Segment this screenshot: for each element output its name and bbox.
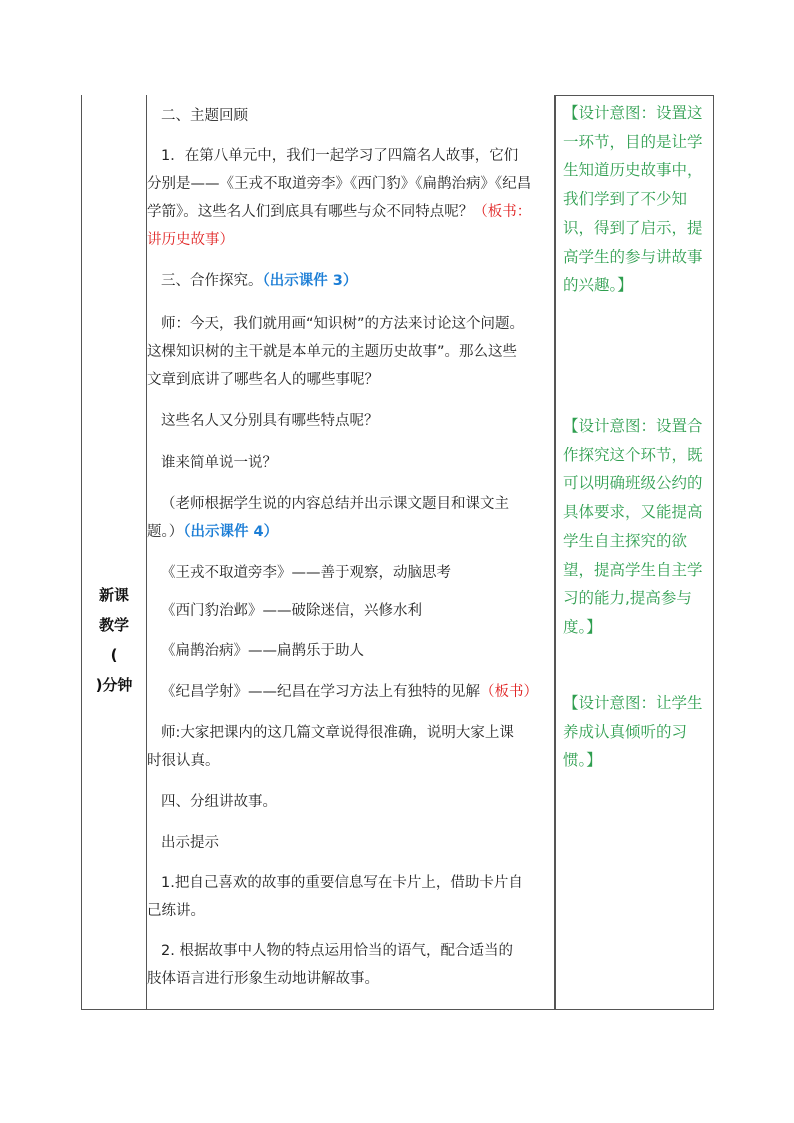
text-line: 题。）（出示课件 4） <box>147 524 279 540</box>
text-line: 己练讲。 <box>147 903 205 919</box>
text-line <box>147 227 234 254</box>
text-line: 这些名人又分别具有哪些特点呢？ <box>161 413 379 429</box>
design-intent-note: 【设计意图：让学生养成认真倾听的习惯。】 <box>563 694 703 770</box>
section-label-line: ( <box>110 646 118 664</box>
text-line: 文章到底讲了哪些名人的哪些事呢？ <box>147 372 379 388</box>
text-line: 《纪昌学射》——纪昌在学习方法上有独特的见解（板书） <box>161 684 538 700</box>
section-label <box>82 580 146 700</box>
text-line: 师:大家把课内的这几篇文章说得很准确，说明大家上课 <box>161 725 514 741</box>
text-line: 《王戎不取道旁李》——善于观察，动脑思考 <box>161 565 451 581</box>
design-intent-cell <box>555 95 715 1009</box>
section-label-line: 新课 <box>98 586 129 604</box>
section-label-line: )分钟 <box>95 676 133 694</box>
board-note: （板书） <box>480 684 538 700</box>
text-line: 分别是——《王戎不取道旁李》《西门豹》《扁鹊治病》《纪昌 <box>147 176 532 192</box>
text-line: 1．在第八单元中，我们一起学习了四篇名人故事，它们 <box>161 148 519 164</box>
text-line: 三、合作探究。（出示课件 3） <box>161 273 358 289</box>
text-line: 《扁鹊治病》——扁鹊乐于助人 <box>161 643 364 659</box>
text-line: 《西门豹治邺》——破除迷信，兴修水利 <box>161 603 422 619</box>
text-line: 谁来简单说一说？ <box>161 455 277 471</box>
design-intent-note: 【设计意图：设置这一环节，目的是让学生知道历史故事中，我们学到了不少知识，得到了启示，提高学生的参与讲故事的兴趣。】 <box>563 104 703 295</box>
section-label-line: 教学 <box>98 616 129 634</box>
section-label-cell <box>82 95 146 1009</box>
text-line: 四、分组讲故事。 <box>161 794 277 810</box>
text-line: 2. 根据故事中人物的特点运用恰当的语气，配合适当的 <box>161 943 513 959</box>
board-note: 讲历史故事） <box>147 232 234 248</box>
text-line: 这棵知识树的主干就是本单元的主题历史故事”。那么这些 <box>147 344 518 360</box>
text-line: 出示提示 <box>161 835 219 851</box>
text-line: 时很认真。 <box>147 753 220 769</box>
text-line: 师：今天，我们就用画“知识树”的方法来讨论这个问题。 <box>161 316 525 332</box>
board-note: （板书： <box>473 204 532 220</box>
lesson-content-cell <box>147 95 554 1009</box>
design-intent-box <box>555 95 714 1009</box>
text-line: 肢体语言进行形象生动地讲解故事。 <box>147 971 379 987</box>
design-intent-note: 【设计意图：设置合作探究这个环节，既可以明确班级公约的具体要求，又能提高学生自主探究的欲望，提高学生自主学习的能力,提高参与度。】 <box>563 417 703 636</box>
lesson-table <box>81 95 714 1010</box>
text-line: （老师根据学生说的内容总结并出示课文题目和课文主 <box>161 496 509 512</box>
text-line: 二、主题回顾 <box>161 108 248 124</box>
text-line: 1.把自己喜欢的故事的重要信息写在卡片上，借助卡片自 <box>161 875 523 891</box>
courseware-note: （出示课件 4） <box>183 524 279 540</box>
courseware-note: （出示课件 3） <box>262 273 358 289</box>
text-line: 学箭》。这些名人们到底具有哪些与众不同特点呢？（板书： <box>147 204 532 220</box>
